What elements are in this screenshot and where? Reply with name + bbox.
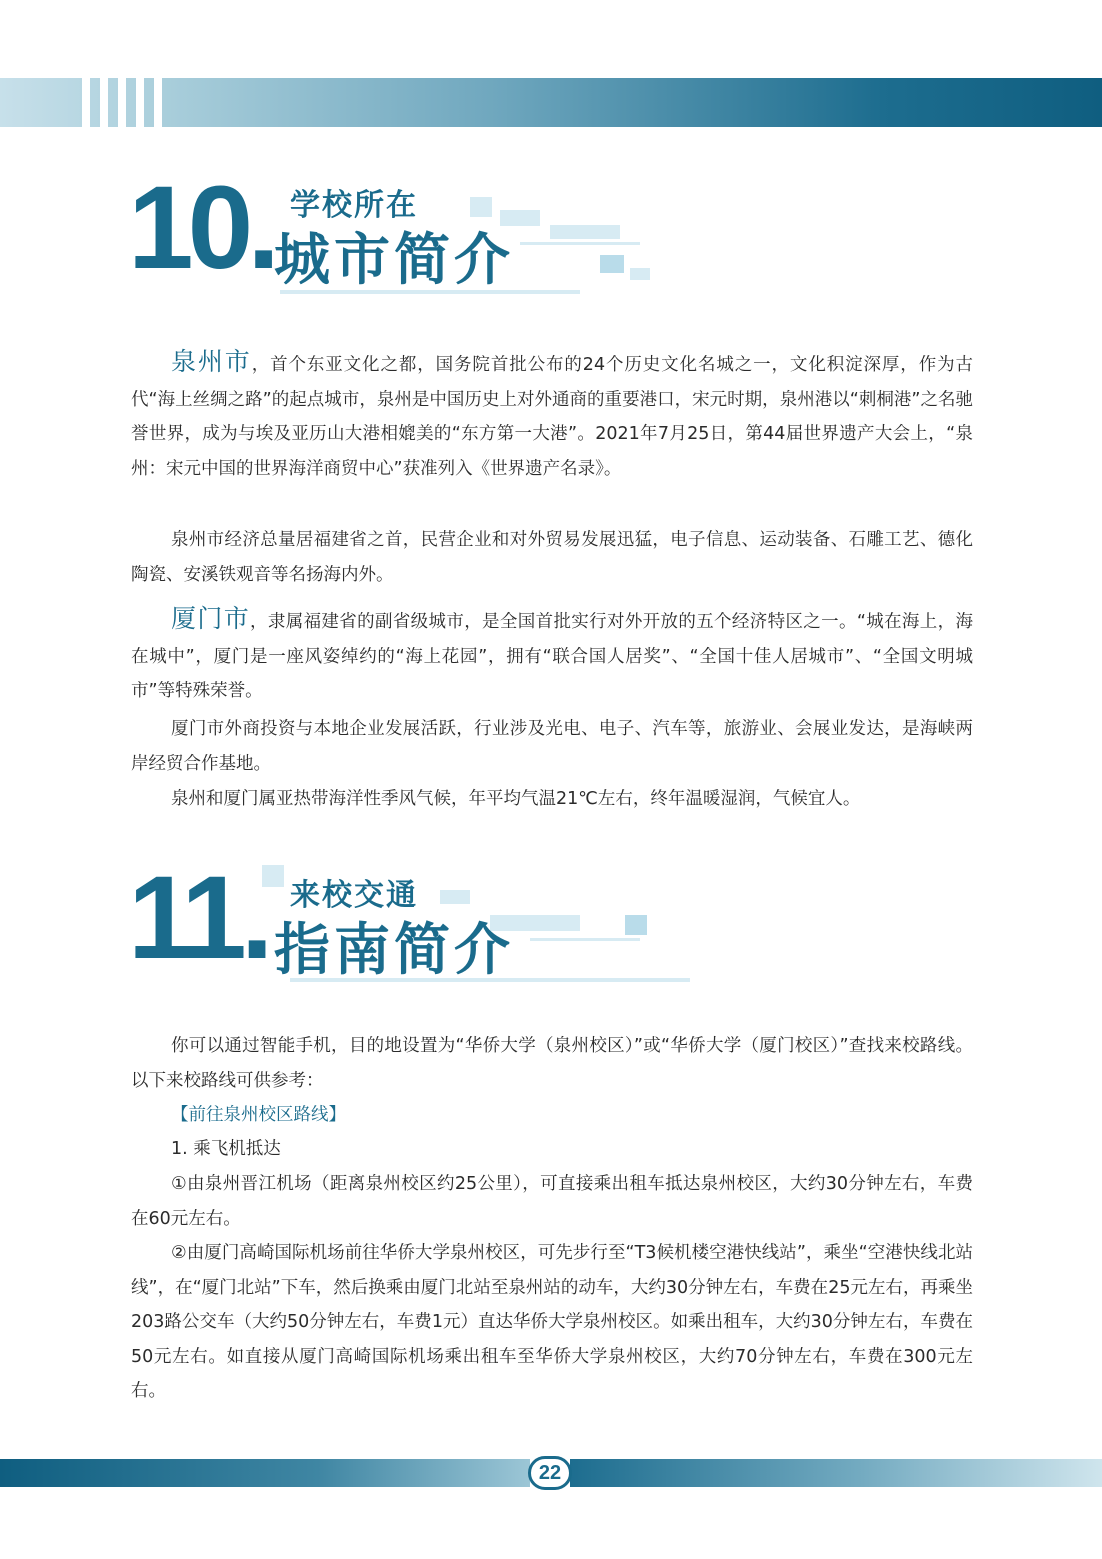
xiamen-city-name: 厦门市 <box>171 604 251 633</box>
by-plane-heading: 1. 乘飞机抵达 <box>171 1139 281 1159</box>
quanzhou-city-name: 泉州市 <box>171 347 252 376</box>
section-title: 城市简介 <box>274 228 514 293</box>
quanzhou-economy-paragraph: 泉州市经济总量居福建省之首，民营企业和对外贸易发展迅猛，电子信息、运动装备、石雕工艺、德化陶瓷、安溪铁观音等名扬海内外。 <box>131 530 973 585</box>
top-banner <box>0 78 1102 127</box>
route-header: 【前往泉州校区路线】 <box>171 1105 346 1125</box>
quanzhou-paragraph <box>131 345 973 486</box>
section-title: 指南简介 <box>274 918 514 983</box>
section-number: 11. <box>128 852 268 984</box>
section-subtitle: 来校交通 <box>290 878 418 913</box>
intro-paragraph: 你可以通过智能手机，目的地设置为“华侨大学（泉州校区）”或“华侨大学（厦门校区）”查找来校路线。以下来校路线可供参考： <box>131 1036 973 1091</box>
section-number: 10. <box>128 162 275 294</box>
xiamen-economy-paragraph: 厦门市外商投资与本地企业发展活跃，行业涉及光电、电子、汽车等，旅游业、会展业发达，是海峡两岸经贸合作基地。 <box>131 719 973 774</box>
quanzhou-intro-text: ，首个东亚文化之都，国务院首批公布的24个历史文化名城之一，文化积淀深厚，作为古代“海上丝绸之路”的起点城市，泉州是中国历史上对外通商的重要港口，宋元时期，泉州港以“刺桐港”之名驰誉世界，成为与埃及亚历山大港相媲美的“东方第一大港”。2021年7月25日，第44届世界遗产大会上，“泉州：宋元中国的世界海洋商贸中心”获准列入《世界遗产名录》。 <box>131 355 973 479</box>
route-1-paragraph: ①由泉州晋江机场（距离泉州校区约25公里），可直接乘出租车抵达泉州校区，大约30分钟左右，车费在60元左右。 <box>131 1174 973 1229</box>
section-subtitle: 学校所在 <box>290 188 418 223</box>
route-2-paragraph: ②由厦门高崎国际机场前往华侨大学泉州校区，可先步行至“T3候机楼空港快线站”，乘坐“空港快线北站线”，在“厦门北站”下车，然后换乘由厦门北站至泉州站的动车，大约30分钟左右，车费在25元左右，再乘坐203路公交车（大约50分钟左右，车费1元）直达华侨大学泉州校区。如乘出租车，大约30分钟左右，车费在50元左右。如直接从厦门高崎国际机场乘出租车至华侨大学泉州校区，大约70分钟左右，车费在300元左右。 <box>131 1243 973 1401</box>
section-10-heading <box>128 162 728 300</box>
climate-paragraph: 泉州和厦门属亚热带海洋性季风气候，年平均气温21℃左右，终年温暖湿润，气候宜人。 <box>171 789 861 809</box>
page-number: 22 <box>528 1456 572 1490</box>
section-11-heading <box>128 852 728 990</box>
xiamen-intro-text: ，隶属福建省的副省级城市，是全国首批实行对外开放的五个经济特区之一。“城在海上，海在城中”，厦门是一座风姿绰约的“海上花园”，拥有“联合国人居奖”、“全国十佳人居城市”、“全国文明城市”等特殊荣誉。 <box>131 612 973 701</box>
xiamen-paragraph <box>131 602 973 709</box>
